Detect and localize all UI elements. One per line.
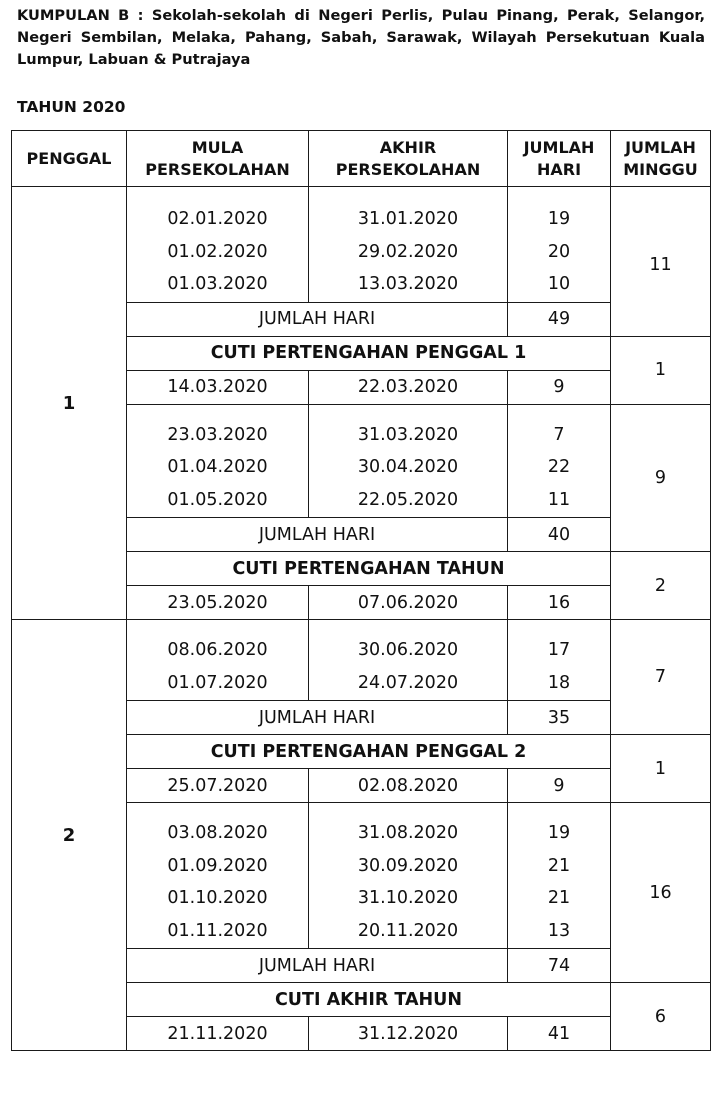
summary-label: JUMLAH HARI xyxy=(127,302,508,336)
weeks-cell: 1 xyxy=(611,336,711,404)
break-end: 31.12.2020 xyxy=(309,1017,508,1051)
header-jumlah-minggu-text: JUMLAH MINGGU xyxy=(623,137,698,179)
header-jumlah-hari-text: JUMLAH HARI xyxy=(523,137,595,179)
break-end: 07.06.2020 xyxy=(309,586,508,620)
break-title: CUTI PERTENGAHAN PENGGAL 2 xyxy=(127,735,611,769)
date-cell: 02.01.2020 xyxy=(167,209,268,229)
days-cell: 21 xyxy=(547,855,571,876)
break-title: CUTI AKHIR TAHUN xyxy=(127,983,611,1017)
year-title: TAHUN 2020 xyxy=(17,98,126,116)
date-cell: 22.05.2020 xyxy=(357,489,459,510)
weeks-cell: 6 xyxy=(611,983,711,1051)
days-cell: 13 xyxy=(547,920,571,941)
summary-label: JUMLAH HARI xyxy=(127,949,508,983)
summary-value: 49 xyxy=(508,302,611,336)
summary-label: JUMLAH HARI xyxy=(127,518,508,552)
break-days: 41 xyxy=(508,1017,611,1051)
date-cell: 01.02.2020 xyxy=(167,241,268,262)
summary-label: JUMLAH HARI xyxy=(127,701,508,735)
break-start: 21.11.2020 xyxy=(127,1017,309,1051)
days-cell: 10 xyxy=(547,274,571,294)
school-period-days xyxy=(508,404,611,518)
break-start: 25.07.2020 xyxy=(127,769,309,803)
days-cell: 18 xyxy=(547,672,571,693)
school-calendar-table xyxy=(11,130,711,1051)
school-period-days xyxy=(508,620,611,701)
weeks-cell: 1 xyxy=(611,735,711,803)
date-cell: 30.06.2020 xyxy=(357,640,459,660)
header-akhir xyxy=(309,131,508,187)
date-cell: 01.10.2020 xyxy=(167,888,268,908)
break-days: 16 xyxy=(508,586,611,620)
days-cell: 7 xyxy=(553,424,565,445)
school-period-start xyxy=(127,803,309,949)
weeks-cell: 7 xyxy=(611,620,711,735)
weeks-cell: 2 xyxy=(611,552,711,620)
header-mula xyxy=(127,131,309,187)
school-period-start xyxy=(127,404,309,518)
break-end: 02.08.2020 xyxy=(309,769,508,803)
date-cell: 01.03.2020 xyxy=(167,274,268,294)
break-end: 22.03.2020 xyxy=(309,370,508,404)
days-cell: 17 xyxy=(547,640,571,660)
days-cell: 21 xyxy=(547,888,571,908)
days-cell: 11 xyxy=(547,489,571,510)
date-cell: 20.11.2020 xyxy=(357,920,459,941)
date-cell: 31.08.2020 xyxy=(357,823,459,843)
school-period-end xyxy=(309,803,508,949)
date-cell: 01.05.2020 xyxy=(167,489,268,510)
table-row xyxy=(12,187,711,303)
summary-value: 35 xyxy=(508,701,611,735)
penggal-label: 1 xyxy=(12,187,127,620)
date-cell: 30.04.2020 xyxy=(357,457,459,477)
table-row xyxy=(12,620,711,701)
break-start: 14.03.2020 xyxy=(127,370,309,404)
weeks-cell: 11 xyxy=(611,187,711,337)
school-period-end xyxy=(309,404,508,518)
days-cell: 19 xyxy=(547,823,571,843)
date-cell: 03.08.2020 xyxy=(167,823,268,843)
school-period-days xyxy=(508,803,611,949)
break-start: 23.05.2020 xyxy=(127,586,309,620)
school-period-end xyxy=(309,187,508,303)
summary-value: 74 xyxy=(508,949,611,983)
penggal-label: 2 xyxy=(12,620,127,1051)
school-period-end xyxy=(309,620,508,701)
break-days: 9 xyxy=(508,769,611,803)
summary-value: 40 xyxy=(508,518,611,552)
header-jumlah-hari xyxy=(508,131,611,187)
date-cell: 08.06.2020 xyxy=(167,640,268,660)
date-cell: 01.11.2020 xyxy=(167,920,268,941)
header-row xyxy=(12,131,711,187)
break-days: 9 xyxy=(508,370,611,404)
date-cell: 30.09.2020 xyxy=(357,855,459,876)
date-cell: 24.07.2020 xyxy=(357,672,459,693)
date-cell: 01.07.2020 xyxy=(167,672,268,693)
header-jumlah-minggu xyxy=(611,131,711,187)
date-cell: 31.01.2020 xyxy=(357,209,459,229)
school-period-start xyxy=(127,620,309,701)
weeks-cell: 9 xyxy=(611,404,711,552)
days-cell: 19 xyxy=(547,209,571,229)
date-cell: 13.03.2020 xyxy=(357,274,459,294)
header-akhir-text: AKHIR PERSEKOLAHAN xyxy=(335,137,481,179)
group-description: KUMPULAN B : Sekolah-sekolah di Negeri Perlis, Pulau Pinang, Perak, Selangor, Negeri Sembilan, Melaka, Pahang, Sabah, Sarawak, Wilayah Persekutuan Kuala Lumpur, Labuan & Putrajaya xyxy=(17,7,705,68)
break-title: CUTI PERTENGAHAN PENGGAL 1 xyxy=(127,336,611,370)
school-period-days xyxy=(508,187,611,303)
date-cell: 01.09.2020 xyxy=(167,855,268,876)
days-cell: 20 xyxy=(547,241,571,262)
break-title: CUTI PERTENGAHAN TAHUN xyxy=(127,552,611,586)
date-cell: 01.04.2020 xyxy=(167,457,268,477)
date-cell: 23.03.2020 xyxy=(167,424,268,445)
days-cell: 22 xyxy=(547,457,571,477)
weeks-cell: 16 xyxy=(611,803,711,983)
header-mula-text: MULA PERSEKOLAHAN xyxy=(145,137,290,179)
date-cell: 29.02.2020 xyxy=(357,241,459,262)
date-cell: 31.10.2020 xyxy=(357,888,459,908)
header-penggal: PENGGAL xyxy=(12,131,127,187)
school-period-start xyxy=(127,187,309,303)
date-cell: 31.03.2020 xyxy=(357,424,459,445)
